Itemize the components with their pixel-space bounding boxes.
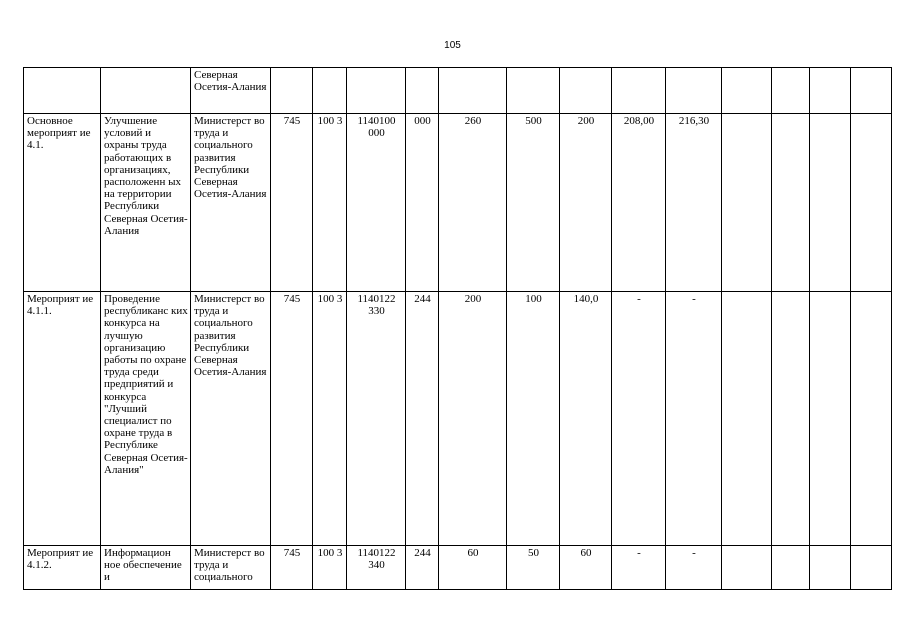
- cell-value-year-9: [851, 114, 892, 292]
- cell-value-year-8: [810, 68, 851, 114]
- cell-value-year-2: 100: [507, 292, 560, 546]
- cell-value-year-6: [722, 68, 772, 114]
- table-row: [24, 68, 892, 114]
- cell-value-year-2: [507, 68, 560, 114]
- cell-csr-code: 1140122 340: [347, 546, 406, 590]
- cell-value-year-6: [722, 114, 772, 292]
- cell-rzpr-code: [313, 68, 347, 114]
- cell-vr-code: 244: [406, 546, 439, 590]
- cell-value-year-6: [722, 546, 772, 590]
- cell-executor: Министерст во труда и социального развития Республики Северная Осетия-Алания: [191, 292, 271, 546]
- cell-csr-code: [347, 68, 406, 114]
- page-number: 105: [444, 40, 461, 51]
- cell-value-year-3: 200: [560, 114, 612, 292]
- table-row: [24, 546, 892, 590]
- budget-table: [23, 67, 892, 590]
- cell-element-name: Информацион ное обеспечение и: [101, 546, 191, 590]
- cell-value-year-7: [772, 114, 810, 292]
- cell-value-year-3: 60: [560, 546, 612, 590]
- cell-program-element: Основное мероприят ие 4.1.: [24, 114, 101, 292]
- cell-value-year-9: [851, 292, 892, 546]
- cell-value-year-4: -: [612, 546, 666, 590]
- cell-program-element: Мероприят ие 4.1.1.: [24, 292, 101, 546]
- cell-value-year-3: 140,0: [560, 292, 612, 546]
- table-row: [24, 292, 892, 546]
- cell-value-year-8: [810, 292, 851, 546]
- cell-element-name: Проведение республиканс ких конкурса на лучшую организацию работы по охране труда среди предприятий и конкурса "Лучший специалист по охране труда в Республике Северная Осетия-Алания": [101, 292, 191, 546]
- cell-csr-code: 1140100 000: [347, 114, 406, 292]
- cell-value-year-9: [851, 68, 892, 114]
- cell-value-year-5: -: [666, 292, 722, 546]
- cell-program-element: [24, 68, 101, 114]
- cell-value-year-5: 216,30: [666, 114, 722, 292]
- cell-executor: Министерст во труда и социального развития Республики Северная Осетия-Алания: [191, 114, 271, 292]
- table-row: [24, 114, 892, 292]
- cell-executor: Министерст во труда и социального: [191, 546, 271, 590]
- cell-value-year-8: [810, 546, 851, 590]
- cell-value-year-3: [560, 68, 612, 114]
- cell-value-year-7: [772, 292, 810, 546]
- cell-csr-code: 1140122 330: [347, 292, 406, 546]
- cell-program-element: Мероприят ие 4.1.2.: [24, 546, 101, 590]
- cell-grbs-code: 745: [271, 292, 313, 546]
- cell-value-year-2: 500: [507, 114, 560, 292]
- cell-element-name: [101, 68, 191, 114]
- cell-element-name: Улучшение условий и охраны труда работающих в организациях, расположенн ых на территории Республики Северная Осетия-Алания: [101, 114, 191, 292]
- cell-vr-code: 244: [406, 292, 439, 546]
- cell-value-year-1: 260: [439, 114, 507, 292]
- cell-value-year-7: [772, 546, 810, 590]
- cell-grbs-code: 745: [271, 546, 313, 590]
- cell-value-year-4: [612, 68, 666, 114]
- cell-value-year-7: [772, 68, 810, 114]
- cell-value-year-5: -: [666, 546, 722, 590]
- cell-rzpr-code: 100 3: [313, 546, 347, 590]
- cell-executor: Северная Осетия-Алания: [191, 68, 271, 114]
- cell-rzpr-code: 100 3: [313, 114, 347, 292]
- cell-value-year-4: 208,00: [612, 114, 666, 292]
- cell-vr-code: [406, 68, 439, 114]
- cell-rzpr-code: 100 3: [313, 292, 347, 546]
- cell-value-year-8: [810, 114, 851, 292]
- cell-value-year-9: [851, 546, 892, 590]
- cell-grbs-code: [271, 68, 313, 114]
- cell-value-year-6: [722, 292, 772, 546]
- cell-value-year-5: [666, 68, 722, 114]
- cell-value-year-1: 60: [439, 546, 507, 590]
- cell-value-year-1: [439, 68, 507, 114]
- cell-grbs-code: 745: [271, 114, 313, 292]
- cell-value-year-2: 50: [507, 546, 560, 590]
- cell-value-year-4: -: [612, 292, 666, 546]
- cell-vr-code: 000: [406, 114, 439, 292]
- cell-value-year-1: 200: [439, 292, 507, 546]
